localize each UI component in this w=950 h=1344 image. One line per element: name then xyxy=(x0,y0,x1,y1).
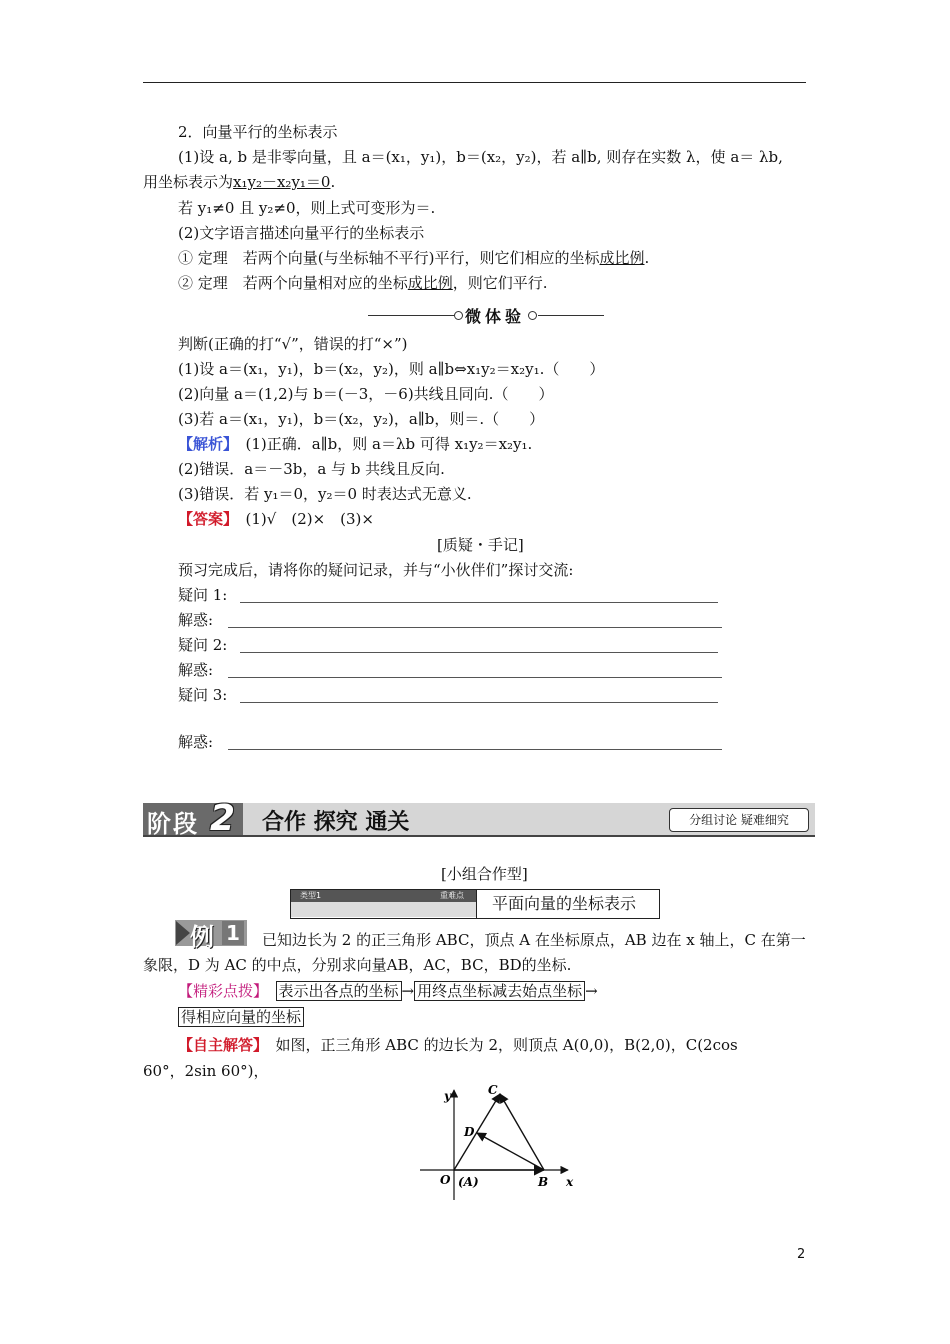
para-1a: (1)设 a, b 是非零向量，且 a＝(x₁，y₁)，b＝(x₂，y₂)，若 a∥b, 则存在实数 λ，使 a＝ λb, xyxy=(178,148,783,166)
question-3-label: 疑问 3: xyxy=(178,686,228,704)
vector-ac xyxy=(454,1094,500,1170)
type-divider xyxy=(476,889,477,919)
para-1b-formula: x₁y₂－x₂y₁＝0 xyxy=(233,173,331,191)
theorem-2-text: ② 定理 若两个向量相对应的坐标 xyxy=(178,274,408,292)
solve-line-1 xyxy=(178,1034,738,1056)
question-2-blank[interactable] xyxy=(240,652,718,653)
label-d: D xyxy=(464,1125,475,1139)
hint-box-3: 得相应向量的坐标 xyxy=(178,1007,304,1027)
notes-intro: 预习完成后，请将你的疑问记录，并与“小伙伴们”探讨交流: xyxy=(178,561,574,579)
label-b: B xyxy=(538,1175,549,1189)
para-1b-end: . xyxy=(330,173,336,191)
divider-dot-right xyxy=(528,311,537,320)
label-y: y xyxy=(444,1089,451,1103)
answer-2-label: 解惑: xyxy=(178,661,214,679)
micro-title: 微体验 xyxy=(465,307,526,326)
page-number: 2 xyxy=(797,1247,806,1262)
answer-3-blank[interactable] xyxy=(228,749,722,750)
question-3-blank[interactable] xyxy=(240,702,718,703)
analysis-2: (2)错误．a＝－3b，a 与 b 共线且反向. xyxy=(178,460,445,478)
theorem-1-end: . xyxy=(644,249,650,267)
hint-box-2: 用终点坐标减去始点坐标 xyxy=(414,981,585,1001)
label-a: (A) xyxy=(458,1175,479,1189)
stage-tag: 分组讨论 疑难细究 xyxy=(669,808,809,832)
theorem-2 xyxy=(178,272,548,294)
para-1b-text: 用坐标表示为 xyxy=(143,173,234,191)
type-box-light xyxy=(291,902,476,917)
group-title: [小组合作型] xyxy=(441,865,528,883)
type-difficulty: 重难点 xyxy=(440,891,464,900)
section-heading: 2．向量平行的坐标表示 xyxy=(178,123,338,141)
answer-2-blank[interactable] xyxy=(228,677,722,678)
stage-number: 2 xyxy=(210,798,236,839)
judge-q1: (1)设 a＝(x₁，y₁)，b＝(x₂，y₂)，则 a∥b⇔x₁y₂＝x₂y₁.（ ） xyxy=(178,360,605,378)
example-arrow-icon xyxy=(176,921,190,945)
label-o: O xyxy=(440,1173,451,1187)
theorem-1-text: ① 定理 若两个向量(与坐标轴不平行)平行，则它们相应的坐标 xyxy=(178,249,600,267)
answer-1-label: 解惑: xyxy=(178,611,214,629)
para-1b xyxy=(143,171,335,193)
example-line-1: 已知边长为 2 的正三角形 ABC，顶点 A 在坐标原点，AB 边在 x 轴上，C 在第一 xyxy=(262,931,806,949)
label-c: C xyxy=(488,1083,498,1097)
answer-1-blank[interactable] xyxy=(228,627,722,628)
analysis-1 xyxy=(178,433,532,455)
question-2-label: 疑问 2: xyxy=(178,636,228,654)
answer-3-label: 解惑: xyxy=(178,733,214,751)
para-3: (2)文字语言描述向量平行的坐标表示 xyxy=(178,224,425,242)
example-number: 1 xyxy=(222,921,244,945)
hint-row-2 xyxy=(178,1006,304,1028)
solve-line-2: 60°，2sin 60°)， xyxy=(143,1062,269,1080)
solve-label: 【自主解答】 xyxy=(178,1036,261,1054)
stage-label: 阶段 xyxy=(147,810,199,838)
header-rule xyxy=(143,82,806,83)
hint-row xyxy=(178,980,598,1002)
analysis-label: 【解析】 xyxy=(178,435,231,453)
theorem-1 xyxy=(178,247,649,269)
judge-intro: 判断(正确的打“√”，错误的打“×”) xyxy=(178,335,408,353)
example-label: 例 xyxy=(190,923,214,951)
hint-arrow-1: → xyxy=(401,982,415,1000)
example-line-2: 象限，D 为 AC 的中点，分别求向量AB，AC，BC，BD的坐标. xyxy=(143,956,572,974)
type-name: 平面向量的坐标表示 xyxy=(492,894,637,913)
triangle-figure xyxy=(418,1080,578,1206)
theorem-1-underlined: 成比例 xyxy=(599,249,645,267)
answer xyxy=(178,508,374,530)
divider-right xyxy=(538,315,604,316)
divider-left xyxy=(368,315,454,316)
answer-label: 【答案】 xyxy=(178,510,231,528)
notes-title: [质疑・手记] xyxy=(437,536,524,554)
question-1-blank[interactable] xyxy=(240,602,718,603)
stage-title: 合作 探究 通关 xyxy=(262,810,410,835)
hint-box-1: 表示出各点的坐标 xyxy=(276,981,402,1001)
hint-arrow-2: → xyxy=(585,982,598,1000)
judge-q3: (3)若 a＝(x₁，y₁)，b＝(x₂，y₂)，a∥b，则＝.（ ） xyxy=(178,410,545,428)
para-2: 若 y₁≠0 且 y₂≠0，则上式可变形为＝. xyxy=(178,199,436,217)
theorem-2-underlined: 成比例 xyxy=(407,274,453,292)
label-x: x xyxy=(566,1175,574,1189)
analysis-3: (3)错误．若 y₁＝0，y₂＝0 时表达式无意义. xyxy=(178,485,472,503)
analysis-1-text: (1)正确．a∥b，则 a＝λb 可得 x₁y₂＝x₂y₁. xyxy=(245,435,533,453)
hint-label: 【精彩点拨】 xyxy=(178,982,261,1000)
question-1-label: 疑问 1: xyxy=(178,586,228,604)
solve-line-1-text: 如图，正三角形 ABC 的边长为 2，则顶点 A(0,0)，B(2,0)，C(2cos xyxy=(275,1036,738,1054)
theorem-2-end: ，则它们平行. xyxy=(452,274,548,292)
divider-dot-left xyxy=(454,311,463,320)
type-label: 类型1 xyxy=(300,891,322,900)
judge-q2: (2)向量 a＝(1,2)与 b＝(－3，－6)共线且同向.（ ） xyxy=(178,385,554,403)
answer-text: (1)√ (2)× (3)× xyxy=(245,510,374,528)
